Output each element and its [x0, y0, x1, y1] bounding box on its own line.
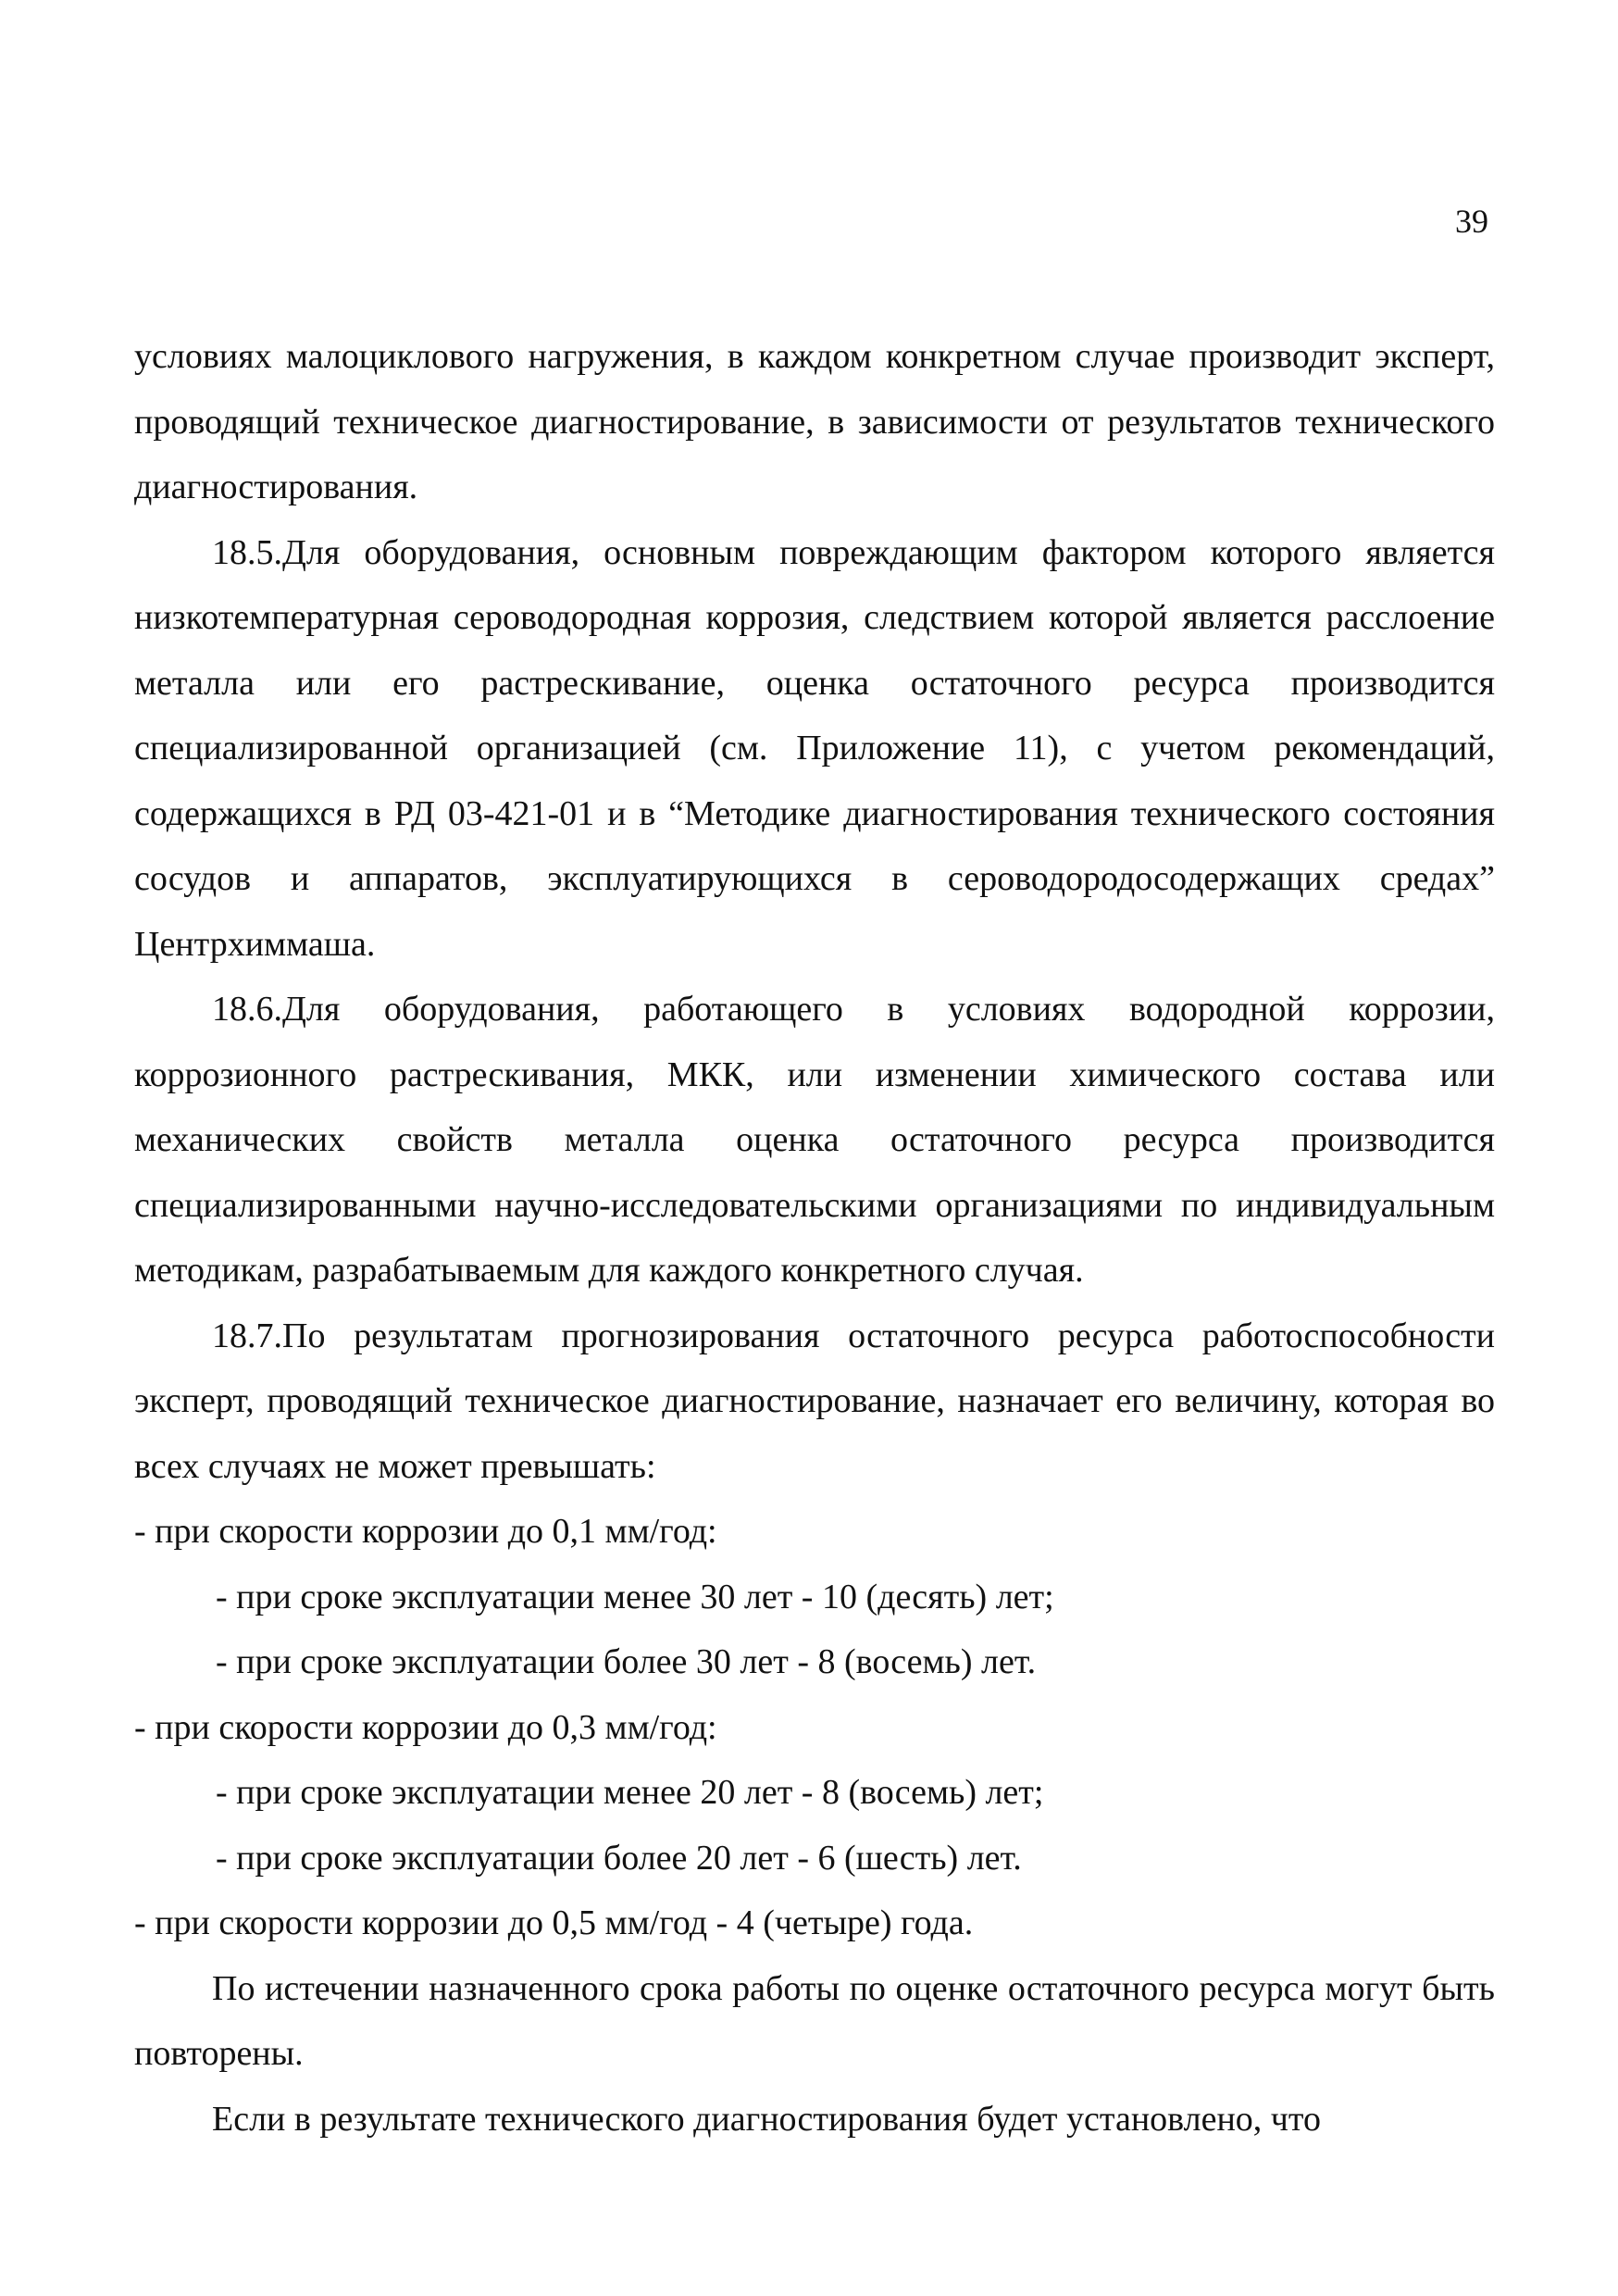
paragraph-18-6: 18.6.Для оборудования, работающего в условиях водородной коррозии, коррозионного растрескивания, МКК, или изменении химического состава или механических свойств металла оценка остаточного ресурса производится специализированными научно-исследовательскими организациями по индивидуальным методикам, разрабатываемым для каждого конкретного случая.	[134, 990, 1495, 1290]
list-item-rate-0-3: - при скорости коррозии до 0,3 мм/год:	[134, 1707, 717, 1747]
list-subitem-rate-0-1-under-30: - при сроке эксплуатации менее 30 лет - 10 (десять) лет;	[216, 1577, 1054, 1616]
list-subitem-rate-0-3-under-20: - при сроке эксплуатации менее 20 лет - 8 (восемь) лет;	[216, 1773, 1044, 1812]
page-number: 39	[1455, 203, 1488, 240]
paragraph-continuation: условиях малоциклового нагружения, в каждом конкретном случае производит эксперт, проводящий техническое диагностирование, в зависимости от результатов технического диагностирования.	[134, 337, 1495, 506]
document-body	[134, 324, 1495, 2152]
list-subitem-rate-0-3-over-20: - при сроке эксплуатации более 20 лет - 6 (шесть) лет.	[216, 1838, 1022, 1878]
list-subitem-rate-0-1-over-30: - при сроке эксплуатации более 30 лет - 8 (восемь) лет.	[216, 1642, 1037, 1681]
paragraph-repeat-assessment: По истечении назначенного срока работы по оценке остаточного ресурса могут быть повторены.	[134, 1968, 1495, 2073]
list-item-rate-0-1: - при скорости коррозии до 0,1 мм/год:	[134, 1512, 717, 1551]
corrosion-rate-list	[134, 1499, 1495, 1956]
paragraph-18-7: 18.7.По результатам прогнозирования остаточного ресурса работоспособности эксперт, проводящий техническое диагностирование, назначает его величину, которая во всех случаях не может превышать:	[134, 1316, 1495, 1486]
paragraph-diagnostics-result: Если в результате технического диагностирования будет установлено, что	[212, 2099, 1322, 2139]
paragraph-18-5: 18.5.Для оборудования, основным повреждающим фактором которого является низкотемпературная сероводородная коррозия, следствием которой является расслоение металла или его растрескивание, оценка остаточного ресурса производится специализированной организацией (см. Приложение 11), с учетом рекомендаций, содержащихся в РД 03-421-01 и в “Методике диагностирования технического состояния сосудов и аппаратов, эксплуатирующихся в сероводородосодержащих средах” Центрхиммаша.	[134, 532, 1495, 964]
list-item-rate-0-5: - при скорости коррозии до 0,5 мм/год - 4 (четыре) года.	[134, 1903, 974, 1942]
